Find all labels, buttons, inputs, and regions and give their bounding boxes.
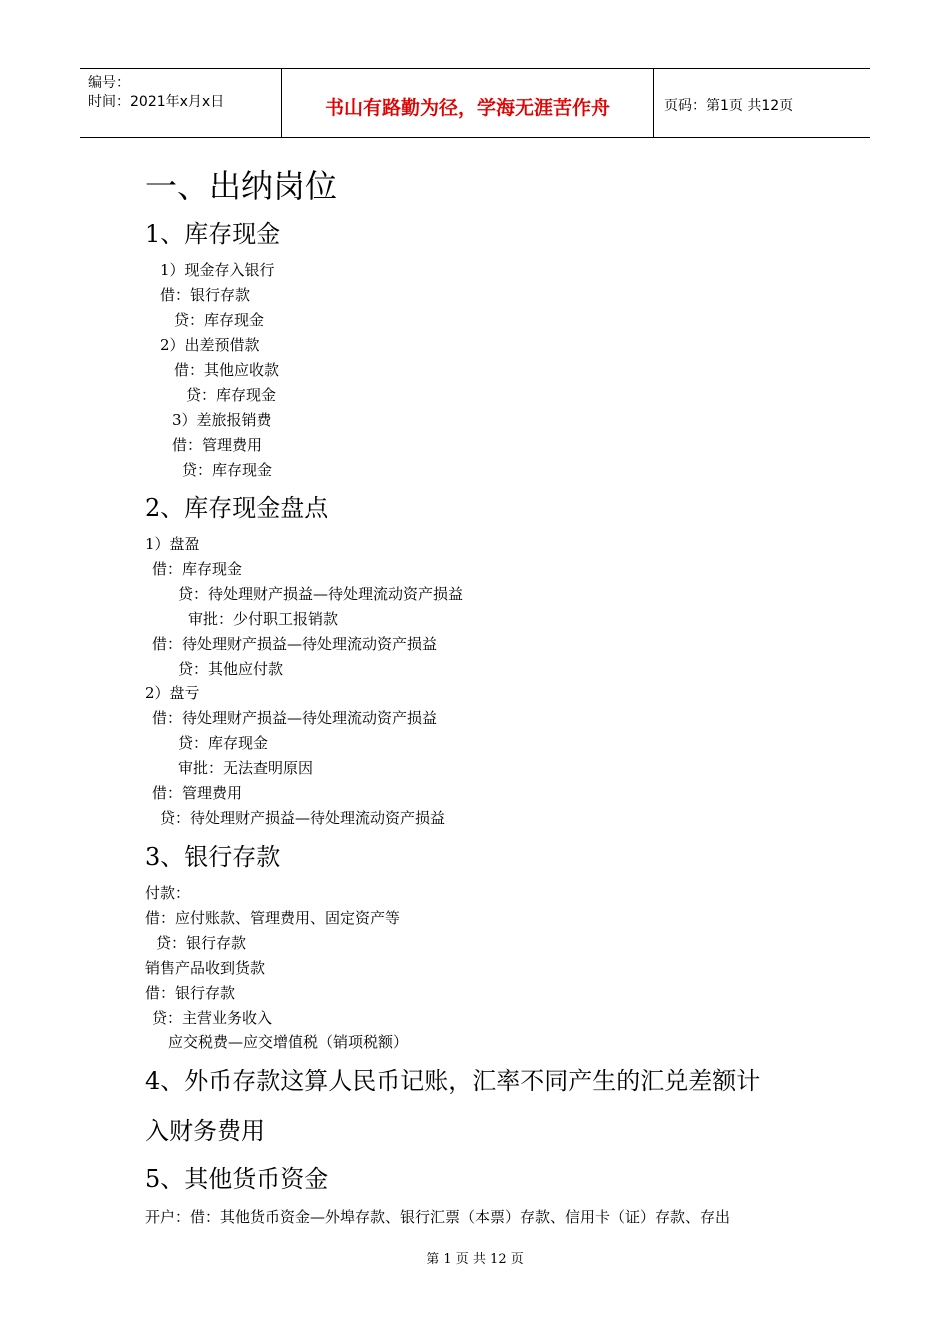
entry-line: 借：管理费用 <box>172 436 263 454</box>
entry-line: 贷：库存现金 <box>178 734 269 752</box>
entry-line: 应交税费—应交增值税（销项税额） <box>168 1033 409 1051</box>
section-4-heading-continued: 入财务费用 <box>145 1117 265 1145</box>
entry-line: 贷：库存现金 <box>182 461 273 479</box>
entry-line: 审批：少付职工报销款 <box>188 610 339 628</box>
section-2-heading: 2、库存现金盘点 <box>145 494 329 522</box>
page-title: 一、出纳岗位 <box>145 167 338 205</box>
header-motto: 书山有路勤为径，学海无涯苦作舟 <box>324 97 610 119</box>
header-motto-cell <box>282 69 654 137</box>
entry-line: 借：待处理财产损益—待处理流动资产损益 <box>152 709 438 727</box>
entry-line: 借：库存现金 <box>152 560 243 578</box>
entry-line: 贷：银行存款 <box>156 934 247 952</box>
page-footer: 第 1 页 共 12 页 <box>426 1252 524 1267</box>
entry-line: 贷：库存现金 <box>186 386 277 404</box>
header-page-cell <box>654 69 870 137</box>
header-meta-cell <box>80 69 282 137</box>
entry-line: 借：待处理财产损益—待处理流动资产损益 <box>152 635 438 653</box>
section-3-heading: 3、银行存款 <box>145 843 281 871</box>
entry-line: 贷：其他应付款 <box>178 660 284 678</box>
entry-line: 借：应付账款、管理费用、固定资产等 <box>145 909 401 927</box>
entry-line: 3）差旅报销费 <box>172 411 272 429</box>
entry-line: 借：其他应收款 <box>174 361 280 379</box>
section-4-heading: 4、外币存款这算人民币记账，汇率不同产生的汇兑差额计 <box>145 1067 761 1095</box>
entry-line: 开户：借：其他货币资金—外埠存款、银行汇票（本票）存款、信用卡（证）存款、存出 <box>145 1208 731 1226</box>
entry-line: 销售产品收到货款 <box>145 959 266 977</box>
entry-line: 借：银行存款 <box>160 286 251 304</box>
section-1-heading: 1、库存现金 <box>145 220 281 248</box>
entry-line: 2）盘亏 <box>145 684 200 702</box>
entry-line: 贷：主营业务收入 <box>152 1009 273 1027</box>
entry-line: 贷：待处理财产损益—待处理流动资产损益 <box>160 809 446 827</box>
entry-line: 付款： <box>145 884 191 902</box>
document-number-label: 编号： <box>88 75 130 91</box>
section-5-heading: 5、其他货币资金 <box>145 1165 329 1193</box>
entry-line: 借：管理费用 <box>152 784 243 802</box>
document-date-label: 时间：2021年x月x日 <box>88 94 225 110</box>
entry-line: 1）盘盈 <box>145 535 200 553</box>
document-header <box>80 68 870 138</box>
entry-line: 借：银行存款 <box>145 984 236 1002</box>
entry-line: 贷：库存现金 <box>174 311 265 329</box>
entry-line: 1）现金存入银行 <box>160 261 275 279</box>
header-page-info: 页码：第1页 共12页 <box>664 98 794 114</box>
entry-line: 贷：待处理财产损益—待处理流动资产损益 <box>178 585 464 603</box>
entry-line: 审批：无法查明原因 <box>178 759 314 777</box>
entry-line: 2）出差预借款 <box>160 336 260 354</box>
